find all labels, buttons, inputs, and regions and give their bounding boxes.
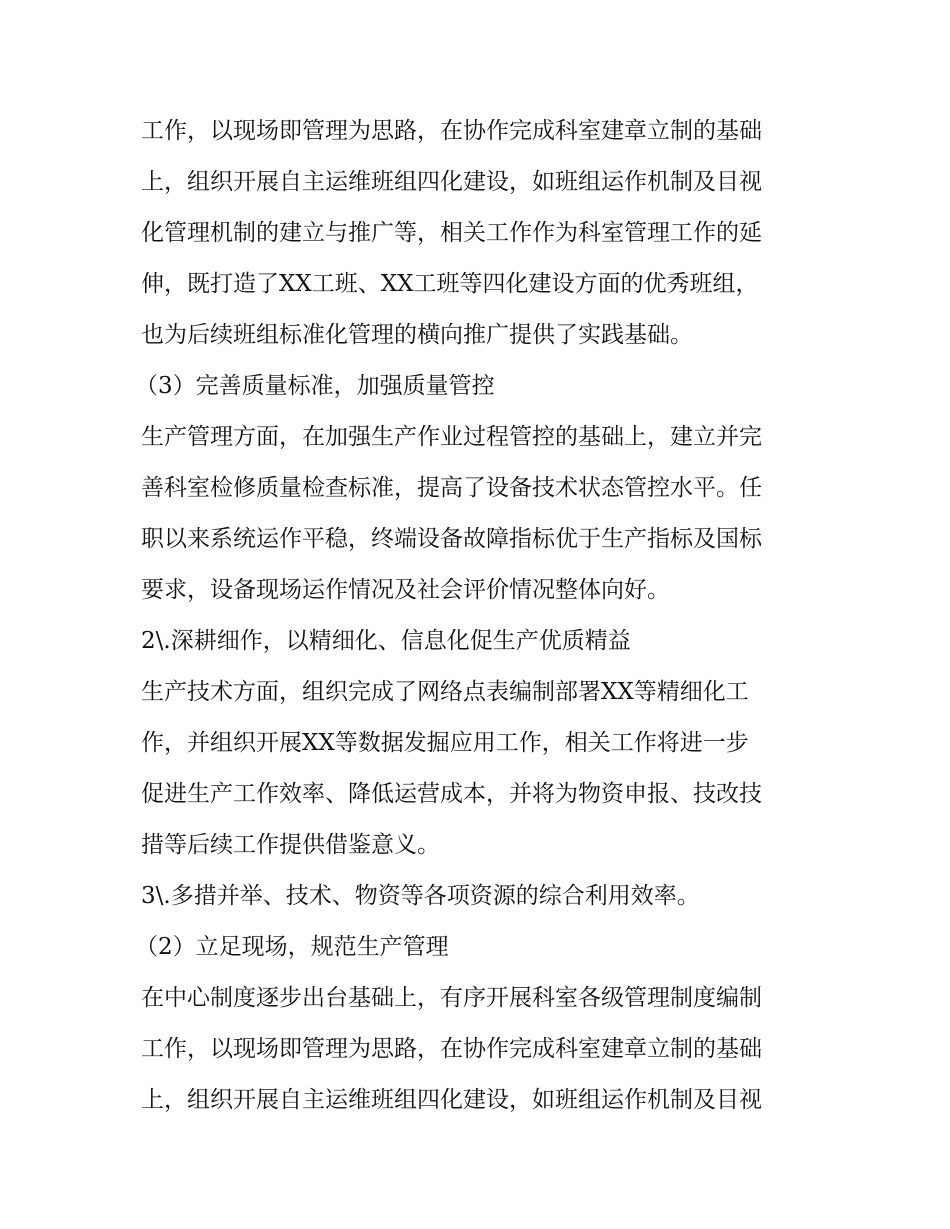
paragraph-line: 要求，设备现场运作情况及社会评价情况整体向好。 bbox=[141, 577, 670, 603]
paragraph-line: 在中心制度逐步出台基础上，有序开展科室各级管理制度编制 bbox=[141, 985, 762, 1011]
section-heading: （2）立足现场，规范生产管理 bbox=[135, 934, 449, 960]
section-heading: 3\.多措并举、技术、物资等各项资源的综合利用效率。 bbox=[141, 883, 700, 909]
paragraph-line: 化管理机制的建立与推广等，相关工作作为科室管理工作的延 bbox=[141, 220, 762, 246]
paragraph-line: 职以来系统运作平稳，终端设备故障指标优于生产指标及国标 bbox=[141, 526, 762, 552]
paragraph-line: 上，组织开展自主运维班组四化建设，如班组运作机制及目视 bbox=[141, 169, 762, 195]
paragraph-line: 生产技术方面，组织完成了网络点表编制部署XX等精细化工 bbox=[141, 679, 749, 705]
paragraph-line: 促进生产工作效率、降低运营成本，并将为物资申报、技改技 bbox=[141, 781, 762, 807]
paragraph-line: 作，并组织开展XX等数据发掘应用工作，相关工作将进一步 bbox=[141, 730, 749, 756]
document-body bbox=[135, 106, 821, 1126]
section-heading: （3）完善质量标准，加强质量管控 bbox=[135, 373, 495, 399]
paragraph-line: 也为后续班组标准化管理的横向推广提供了实践基础。 bbox=[141, 322, 693, 348]
paragraph-line: 工作，以现场即管理为思路，在协作完成科室建章立制的基础 bbox=[141, 118, 762, 144]
paragraph-line: 工作，以现场即管理为思路，在协作完成科室建章立制的基础 bbox=[141, 1036, 762, 1062]
section-heading: 2\.深耕细作，以精细化、信息化促生产优质精益 bbox=[141, 628, 631, 654]
paragraph-line: 善科室检修质量检查标准，提高了设备技术状态管控水平。任 bbox=[141, 475, 762, 501]
paragraph-line: 伸，既打造了XX工班、XX工班等四化建设方面的优秀班组， bbox=[141, 271, 759, 297]
paragraph-line: 生产管理方面，在加强生产作业过程管控的基础上，建立并完 bbox=[141, 424, 762, 450]
paragraph-line: 上，组织开展自主运维班组四化建设，如班组运作机制及目视 bbox=[141, 1087, 762, 1113]
paragraph-line: 措等后续工作提供借鉴意义。 bbox=[141, 832, 440, 858]
